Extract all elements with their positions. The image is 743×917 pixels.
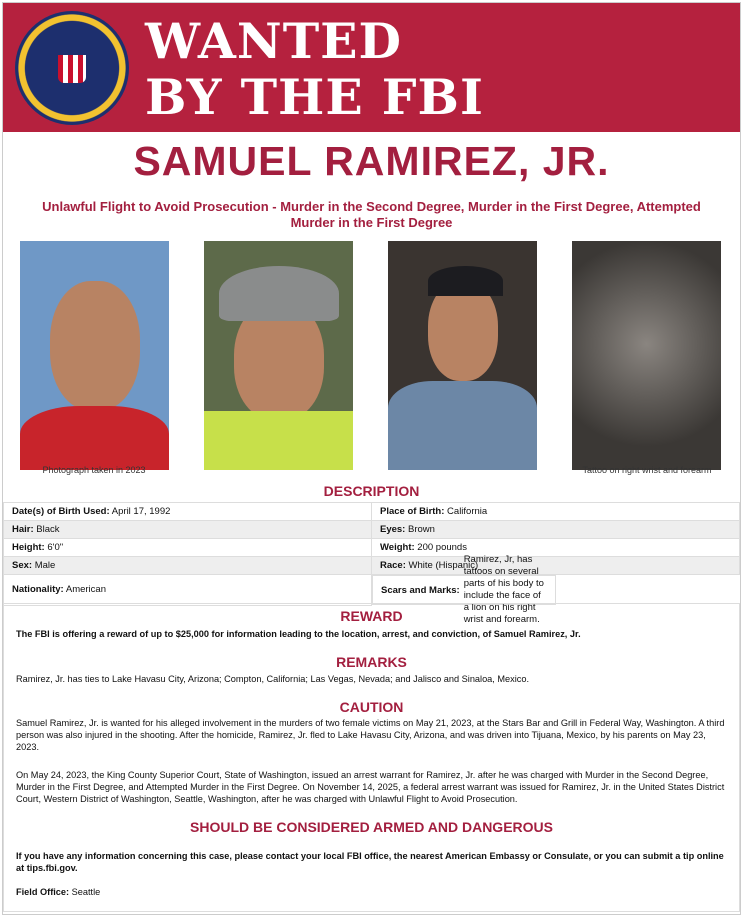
caution-heading: CAUTION	[339, 699, 404, 715]
description-row	[4, 539, 740, 557]
field-label: Height:	[12, 542, 45, 553]
field-value: California	[447, 506, 488, 517]
fugitive-name: SAMUEL RAMIREZ, JR.	[133, 138, 610, 184]
field-value: Ramirez, Jr, has tattoos on several parts of his body to include the face of a lion on his right wrist and forearm.	[463, 554, 544, 625]
photo-2	[204, 241, 353, 470]
field-value: White (Hispanic)	[408, 560, 479, 571]
caution-paragraph-1: Samuel Ramirez, Jr. is wanted for his alleged involvement in the murders of two female victims on May 21, 2023, at the Stars Bar and Grill in Federal Way, Washington. A third person was also injured in the shooting. After the homicide, Ramirez, Jr. fled to Lake Havasu City, Arizona, and was driven into Tijuana, Mexico, by his parents on May 23, 2023.	[16, 718, 725, 752]
title-line-1: WANTED	[145, 12, 403, 70]
photo-tattoo	[572, 241, 721, 470]
fbi-seal-logo	[15, 11, 129, 125]
description-cell	[4, 503, 372, 521]
armed-dangerous-warning: SHOULD BE CONSIDERED ARMED AND DANGEROUS	[190, 819, 553, 835]
caution-paragraph-2: On May 24, 2023, the King County Superior Court, State of Washington, issued an arrest warrant for Ramirez, Jr. after he was charged with Murder in the Second Degree, Murder in the First Degree, and Attempted Murder in the First Degree. On November 14, 2025, a federal arrest warrant was issued for Ramirez, Jr. in the United States District Court, Western District of Washington, Seattle, Washington, after he was charged with Unlawful Flight to Avoid Prosecution.	[16, 770, 725, 804]
field-label: Nationality:	[12, 584, 64, 596]
field-value: Male	[34, 560, 56, 571]
description-row	[4, 557, 740, 575]
field-label: Place of Birth:	[380, 506, 445, 517]
field-value: Brown	[408, 524, 435, 535]
photo-3	[388, 241, 537, 470]
field-office	[16, 886, 728, 898]
field-label: Sex:	[12, 560, 33, 571]
reward-heading: REWARD	[340, 608, 403, 624]
photo-caption-4: Tattoo on right wrist and forearm	[582, 465, 712, 475]
description-cell	[4, 575, 372, 606]
description-row	[4, 521, 740, 539]
field-value: Black	[36, 524, 60, 535]
description-cell	[372, 557, 740, 575]
remarks-heading: REMARKS	[336, 654, 407, 670]
field-office-value: Seattle	[71, 887, 101, 897]
reward-text: The FBI is offering a reward of up to $25,000 for information leading to the location, arrest, and conviction, of Samuel Ramirez, Jr.	[16, 629, 581, 639]
description-cell	[372, 521, 740, 539]
description-cell	[372, 539, 740, 557]
header-banner	[3, 3, 740, 132]
field-label: Eyes:	[380, 524, 406, 535]
description-row	[4, 575, 740, 606]
photo-1	[20, 241, 169, 470]
field-label: Hair:	[12, 524, 34, 535]
field-label: Weight:	[380, 542, 415, 553]
field-office-label: Field Office:	[16, 887, 70, 897]
description-cell	[4, 521, 372, 539]
description-cell	[4, 557, 372, 575]
field-label: Scars and Marks:	[381, 584, 460, 596]
photo-caption-1: Photograph taken in 2023	[42, 465, 146, 475]
description-heading: DESCRIPTION	[323, 483, 420, 499]
field-value: April 17, 1992	[111, 506, 171, 517]
description-cell	[372, 503, 740, 521]
banner-title	[145, 13, 484, 125]
field-value: American	[65, 584, 106, 596]
remarks-text: Ramirez, Jr. has ties to Lake Havasu City, Arizona; Compton, California; Las Vegas, Nevada; and Jalisco and Sinaloa, Mexico.	[16, 674, 530, 684]
field-value: 6'0"	[47, 542, 64, 553]
description-row	[4, 503, 740, 521]
contact-text: If you have any information concerning this case, please contact your local FBI office, the nearest American Embassy or Consulate, or you can submit a tip online at tips.fbi.gov.	[16, 851, 724, 873]
field-label: Race:	[380, 560, 406, 571]
description-cell	[4, 539, 372, 557]
title-line-2: BY THE FBI	[145, 68, 484, 126]
field-value: 200 pounds	[417, 542, 467, 553]
charges: Unlawful Flight to Avoid Prosecution - Murder in the Second Degree, Murder in the First Degree, Attempted Murder in the First Degree	[42, 199, 701, 230]
field-label: Date(s) of Birth Used:	[12, 506, 110, 517]
